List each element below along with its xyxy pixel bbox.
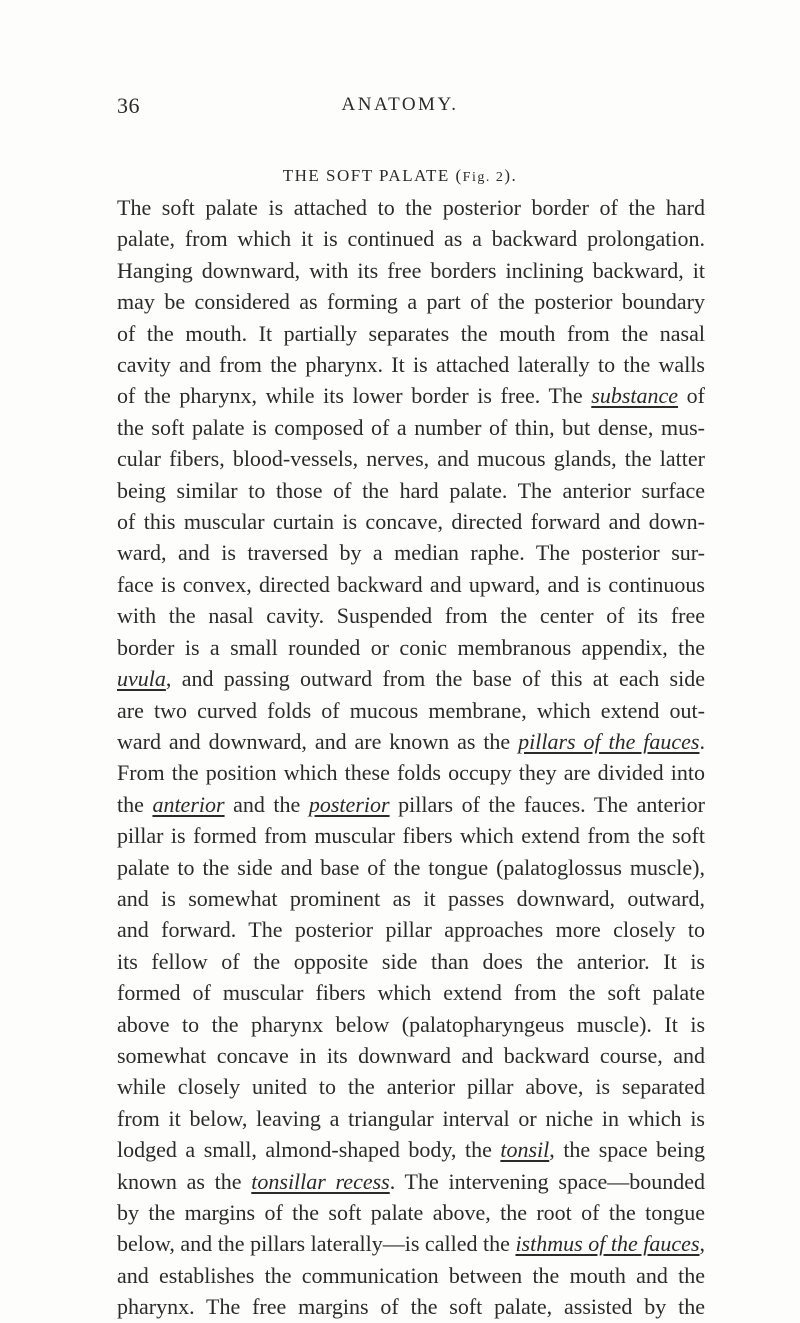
running-head: ANATOMY. <box>341 94 459 115</box>
text-line: cavity and from the pharynx. It is attached laterally to the walls <box>117 352 705 378</box>
text-fragment: below, and the pillars laterally—is called the <box>117 1231 516 1257</box>
text-line: by the margins of the soft palate above, the root of the tongue <box>117 1200 705 1225</box>
text-line <box>117 1134 705 1165</box>
text-line: and is somewhat prominent as it passes downward, outward, <box>117 885 705 911</box>
text-line: From the position which these folds occupy they are divided into <box>117 760 705 786</box>
text-line: and forward. The posterior pillar approaches more closely to <box>117 917 705 943</box>
text-fragment: and the <box>224 791 309 817</box>
text-line <box>117 789 705 820</box>
text-line <box>117 1228 705 1259</box>
text-fragment: of <box>678 383 705 409</box>
text-line: cular fibers, blood-vessels, nerves, and mucous glands, the latter <box>117 446 705 472</box>
text-line: its fellow of the opposite side than does the anterior. It is <box>117 948 705 974</box>
text-line <box>117 726 705 757</box>
text-line: border is a small rounded or conic membranous appendix, the <box>117 634 705 660</box>
text-line: above to the pharynx below (palatopharyngeus muscle). It is <box>117 1011 705 1037</box>
text-line: are two curved folds of mucous membrane, which extend out- <box>117 697 705 723</box>
section-heading <box>0 166 800 186</box>
term-tonsil: tonsil <box>500 1137 550 1163</box>
text-line: palate, from which it is continued as a backward prolongation. <box>117 226 705 252</box>
body-text <box>117 192 705 1323</box>
heading-main: THE SOFT PALATE ( <box>282 166 463 185</box>
text-line: palate to the side and base of the tongue (palatoglossus muscle), <box>117 854 705 880</box>
heading-figure-ref: Fig. 2 <box>462 170 505 185</box>
text-fragment: , <box>699 1231 706 1257</box>
text-fragment: , and passing outward from the base of this at each side <box>165 666 705 692</box>
term-posterior: posterior <box>308 791 390 817</box>
text-line: while closely united to the anterior pillar above, is separated <box>117 1074 705 1100</box>
text-line: may be considered as forming a part of the posterior boundary <box>117 289 705 315</box>
text-line: from it below, leaving a triangular interval or niche in which is <box>117 1105 705 1131</box>
text-fragment: lodged a small, almond-shaped body, the <box>117 1137 501 1163</box>
text-fragment: . The intervening space—bounded <box>389 1168 706 1194</box>
text-fragment: known as the <box>117 1168 252 1194</box>
term-anterior: anterior <box>152 791 225 817</box>
text-line: with the nasal cavity. Suspended from the center of its free <box>117 603 705 629</box>
text-line: ward, and is traversed by a median raphe. The posterior sur- <box>117 540 705 566</box>
term-uvula: uvula <box>117 666 166 692</box>
text-line: face is convex, directed backward and upward, and is continuous <box>117 571 705 597</box>
text-line: being similar to those of the hard palate. The anterior surface <box>117 477 705 503</box>
text-line: of this muscular curtain is concave, directed forward and down- <box>117 509 705 535</box>
text-fragment: of the pharynx, while its lower border is free. The <box>117 383 592 409</box>
heading-end: ). <box>504 166 518 185</box>
text-fragment: ward and downward, and are known as the <box>117 728 519 754</box>
text-line <box>117 1166 705 1197</box>
term-tonsillar-recess: tonsillar recess <box>251 1168 390 1194</box>
text-line: the soft palate is composed of a number of thin, but dense, mus- <box>117 414 705 440</box>
term-isthmus-of-fauces: isthmus of the fauces <box>515 1231 700 1257</box>
text-line: pharynx. The free margins of the soft palate, assisted by the <box>117 1294 705 1320</box>
text-fragment: , the space being <box>549 1137 705 1163</box>
text-line: pillar is formed from muscular fibers which extend from the soft <box>117 823 705 849</box>
text-line: The soft palate is attached to the posterior border of the hard <box>117 195 705 220</box>
text-fragment: . <box>699 728 705 754</box>
text-fragment: the <box>117 791 153 817</box>
page-number: 36 <box>117 93 140 118</box>
text-line: formed of muscular fibers which extend from the soft palate <box>117 980 705 1006</box>
text-line <box>117 380 705 411</box>
text-line: Hanging downward, with its free borders inclining backward, it <box>117 257 705 283</box>
text-line: of the mouth. It partially separates the mouth from the nasal <box>117 320 705 346</box>
term-pillars-of-fauces: pillars of the fauces <box>518 728 700 754</box>
text-line <box>117 663 705 694</box>
text-line: somewhat concave in its downward and backward course, and <box>117 1042 705 1068</box>
text-line: and establishes the communication between the mouth and the <box>117 1262 705 1288</box>
text-fragment: pillars of the fauces. The anterior <box>389 791 705 817</box>
term-substance: substance <box>591 383 679 409</box>
